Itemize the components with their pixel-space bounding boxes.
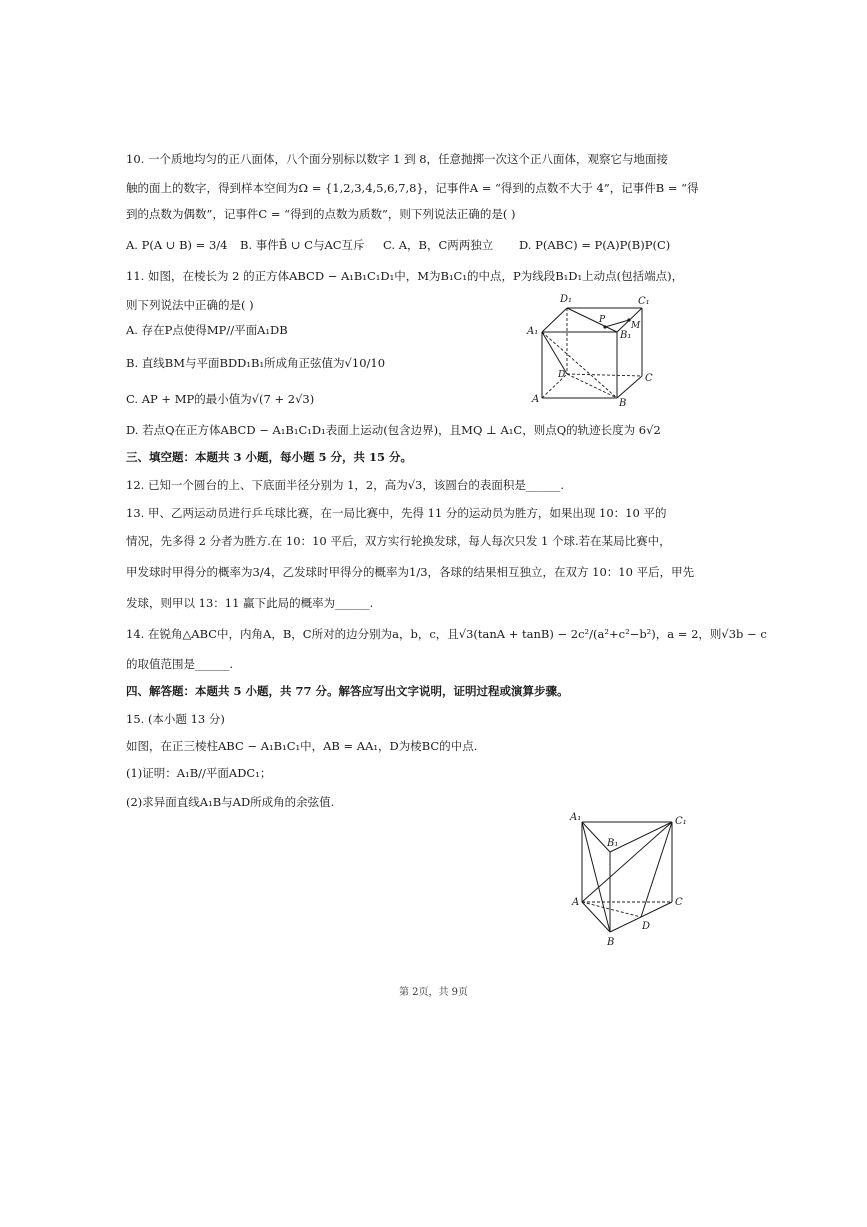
page-footer: 第 2页，共 9页	[398, 987, 469, 998]
label-a1: A₁	[527, 326, 539, 337]
cube-figure	[525, 290, 665, 410]
q14-line-2: 的取值范围是______.	[126, 657, 234, 671]
label-b: B	[607, 937, 615, 948]
label-c: C	[645, 373, 653, 384]
q10-line-2: 触的面上的数字，得到样本空间为Ω = {1,2,3,4,5,6,7,8}，记事件A = “得到的点数不大于 4”，记事件B = “得	[126, 181, 699, 195]
label-d: D	[642, 921, 651, 932]
q15-part-1: (1)证明：A₁B//平面ADC₁；	[126, 766, 272, 780]
point-p	[603, 325, 606, 328]
segment-a1b	[582, 822, 610, 932]
edge-bc	[617, 376, 642, 398]
label-b1: B₁	[607, 838, 619, 849]
label-c1: C₁	[638, 296, 650, 307]
section-3-heading: 三、填空题：本题共 3 小题，每小题 5 分，共 15 分。	[126, 450, 413, 464]
q15-line-1: 如图，在正三棱柱ABC − A₁B₁C₁中，AB = AA₁，D为棱BC的中点.	[126, 739, 478, 753]
edge-a1d1	[542, 308, 567, 332]
edge-db-hidden	[567, 374, 617, 398]
edge-dc-hidden	[567, 374, 642, 376]
q12-text: 12. 已知一个圆台的上、下底面半径分别为 1，2，高为√3，该圆台的表面积是______.	[126, 478, 565, 492]
label-m: M	[631, 321, 641, 331]
label-a: A	[532, 394, 540, 405]
label-p: P	[599, 315, 606, 325]
segment-b1d1	[567, 308, 617, 332]
q11-option-a: A. 存在P点使得MP//平面A₁DB	[126, 323, 288, 337]
edge-b1c1	[610, 822, 672, 852]
q11-option-c: C. AP + MP的最小值为√(7 + 2√3)	[126, 392, 315, 406]
q10-option-d: D. P(ABC) = P(A)P(B)P(C)	[519, 238, 671, 252]
label-a: A	[572, 897, 580, 908]
q11-option-d: D. 若点Q在正方体ABCD − A₁B₁C₁D₁表面上运动(包含边界)，且MQ ⊥ A₁C，则点Q的轨迹长度为 6√2	[126, 423, 661, 437]
q11-option-b: B. 直线BM与平面BDD₁B₁所成角正弦值为√10/10	[126, 356, 386, 370]
q13-line-4: 发球，则甲以 13：11 赢下此局的概率为______.	[126, 596, 374, 610]
q15-part-2: (2)求异面直线A₁B与AD所成角的余弦值.	[126, 795, 335, 809]
q13-line-1: 13. 甲、乙两运动员进行乒乓球比赛，在一局比赛中，先得 11 分的运动员为胜方，如果出现 10：10 平的	[126, 506, 667, 520]
label-b1: B₁	[620, 330, 632, 341]
q14-line-1: 14. 在锐角△ABC中，内角A，B，C所对的边分别为a，b，c，且√3(tanA + tanB) − 2c²/(a²+c²−b²)，a = 2，则√3b − c	[126, 627, 767, 641]
label-d: D	[558, 370, 566, 380]
q13-line-3: 甲发球时甲得分的概率为3/4，乙发球时甲得分的概率为1/3，各球的结果相互独立，在双方 10：10 平后，甲先	[126, 565, 695, 579]
q13-line-2: 情况，先多得 2 分者为胜方.在 10：10 平后，双方实行轮换发球，每人每次只发 1 个球.若在某局比赛中，	[126, 534, 671, 548]
label-c1: C₁	[675, 816, 687, 827]
q10-option-b: B. 事件B̄ ∪ C与AC互斥	[240, 238, 365, 252]
q10-line-1: 10. 一个质地均匀的正八面体，八个面分别标以数字 1 到 8，任意抛掷一次这个正八面体，观察它与地面接	[126, 152, 669, 166]
q10-option-c: C. A，B，C两两独立	[383, 238, 494, 252]
segment-a1d	[542, 332, 567, 374]
label-b: B	[619, 398, 627, 409]
label-d1: D₁	[560, 294, 573, 305]
q10-option-a: A. P(A ∪ B) = 3/4	[126, 238, 228, 252]
segment-ad-hidden	[582, 902, 641, 917]
q11-line-1: 11. 如图，在棱长为 2 的正方体ABCD − A₁B₁C₁D₁中，M为B₁C₁的中点，P为线段B₁D₁上动点(包括端点)，	[126, 269, 684, 283]
prism-figure	[565, 808, 695, 950]
label-c: C	[675, 897, 683, 908]
q15-heading: 15. (本小题 13 分)	[126, 712, 225, 726]
segment-a1b-hidden	[542, 332, 617, 398]
q10-line-3: 到的点数为偶数”，记事件C = “得到的点数为质数”，则下列说法正确的是( )	[126, 207, 516, 221]
section-4-heading: 四、解答题：本题共 5 小题，共 77 分。解答应写出文字说明，证明过程或演算步骤。	[126, 684, 569, 698]
label-a1: A₁	[570, 812, 582, 823]
q11-line-2: 则下列说法中正确的是( )	[126, 298, 254, 312]
